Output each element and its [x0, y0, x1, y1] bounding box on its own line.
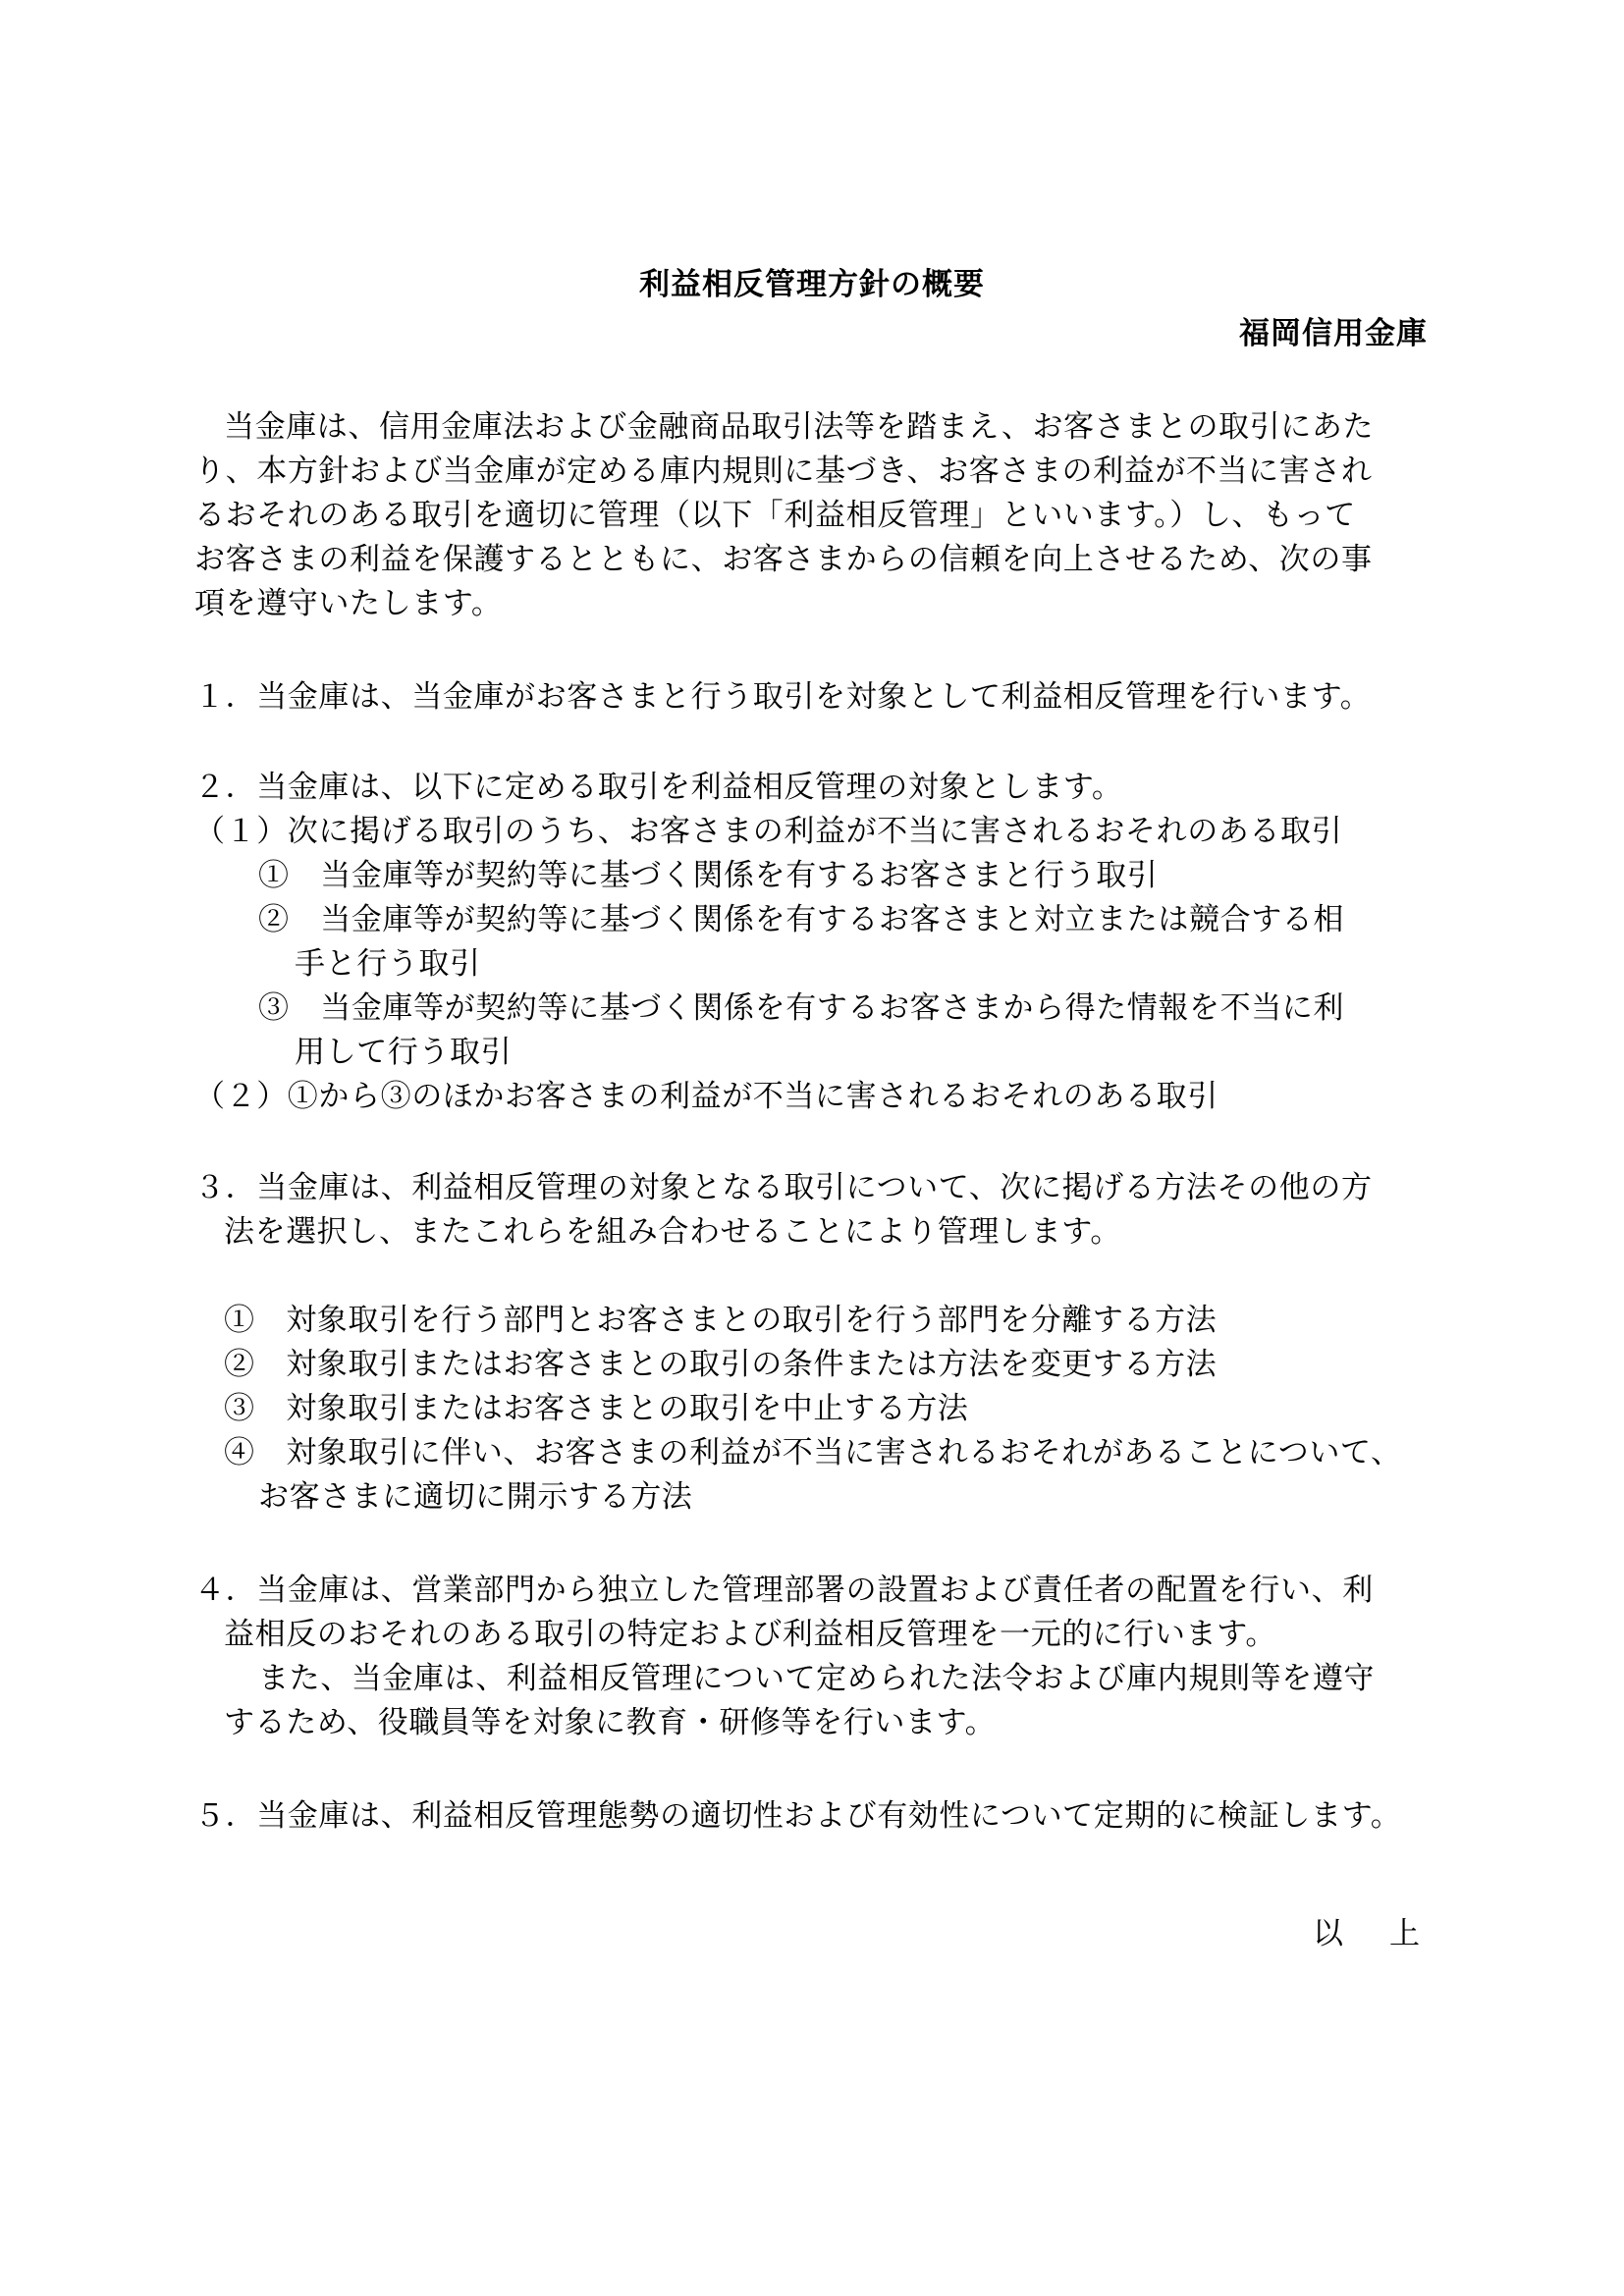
section-4-line-2: 益相反のおそれのある取引の特定および利益相反管理を一元的に行います。: [224, 1617, 1276, 1652]
section-2-sub-2: （２）①から③のほかお客さまの利益が不当に害されるおそれのある取引: [194, 1079, 1218, 1114]
intro-line-5: 項を遵守いたします。: [194, 586, 503, 621]
section-2-item-3: ③ 当金庫等が契約等に基づく関係を有するお客さまから得た情報を不当に利: [258, 990, 1344, 1026]
section-4-line-1: ４．当金庫は、営業部門から独立した管理部署の設置および責任者の配置を行い、利: [194, 1573, 1374, 1608]
intro-line-2: り、本方針および当金庫が定める庫内規則に基づき、お客さまの利益が不当に害され: [194, 454, 1373, 489]
section-3-item-4-cont: お客さまに適切に開示する方法: [258, 1479, 693, 1515]
organization-name: 福岡信用金庫: [1239, 316, 1428, 351]
section-3-item-1: ① 対象取引を行う部門とお客さまとの取引を行う部門を分離する方法: [224, 1303, 1218, 1338]
intro-line-4: お客さまの利益を保護するとともに、お客さまからの信頼を向上させるため、次の事: [194, 542, 1373, 577]
section-2-item-1: ① 当金庫等が契約等に基づく関係を有するお客さまと行う取引: [258, 858, 1159, 893]
section-3-item-4: ④ 対象取引に伴い、お客さまの利益が不当に害されるおそれがあることについて、: [224, 1435, 1402, 1470]
section-3-item-2: ② 対象取引またはお客さまとの取引の条件または方法を変更する方法: [224, 1347, 1218, 1382]
section-3-item-3: ③ 対象取引またはお客さまとの取引を中止する方法: [224, 1391, 969, 1426]
section-3-line-1: ３．当金庫は、利益相反管理の対象となる取引について、次に掲げる方法その他の方: [194, 1170, 1373, 1205]
section-3-line-2: 法を選択し、またこれらを組み合わせることにより管理します。: [224, 1214, 1121, 1250]
closing-mark: 以 上: [1313, 1916, 1428, 1951]
section-2-sub-1: （１）次に掲げる取引のうち、お客さまの利益が不当に害されるおそれのある取引: [194, 814, 1343, 849]
section-5-line-1: ５．当金庫は、利益相反管理態勢の適切性および有効性について定期的に検証します。: [194, 1798, 1402, 1834]
section-2-item-2-cont: 手と行う取引: [295, 946, 481, 982]
section-1-line-1: １．当金庫は、当金庫がお客さまと行う取引を対象として利益相反管理を行います。: [194, 679, 1372, 715]
section-4-line-4: するため、役職員等を対象に教育・研修等を行います。: [224, 1705, 997, 1740]
intro-line-1: 当金庫は、信用金庫法および金融商品取引法等を踏まえ、お客さまとの取引にあた: [224, 409, 1375, 445]
section-4-line-3: また、当金庫は、利益相反管理について定められた法令および庫内規則等を遵守: [258, 1661, 1375, 1696]
intro-line-3: るおそれのある取引を適切に管理（以下「利益相反管理」といいます。）し、もって: [194, 498, 1356, 533]
document-title: 利益相反管理方針の概要: [639, 267, 985, 302]
section-2-item-3-cont: 用して行う取引: [295, 1035, 513, 1070]
section-2-item-2: ② 当金庫等が契約等に基づく関係を有するお客さまと対立または競合する相: [258, 902, 1344, 937]
section-2-heading: ２．当金庫は、以下に定める取引を利益相反管理の対象とします。: [194, 770, 1123, 805]
